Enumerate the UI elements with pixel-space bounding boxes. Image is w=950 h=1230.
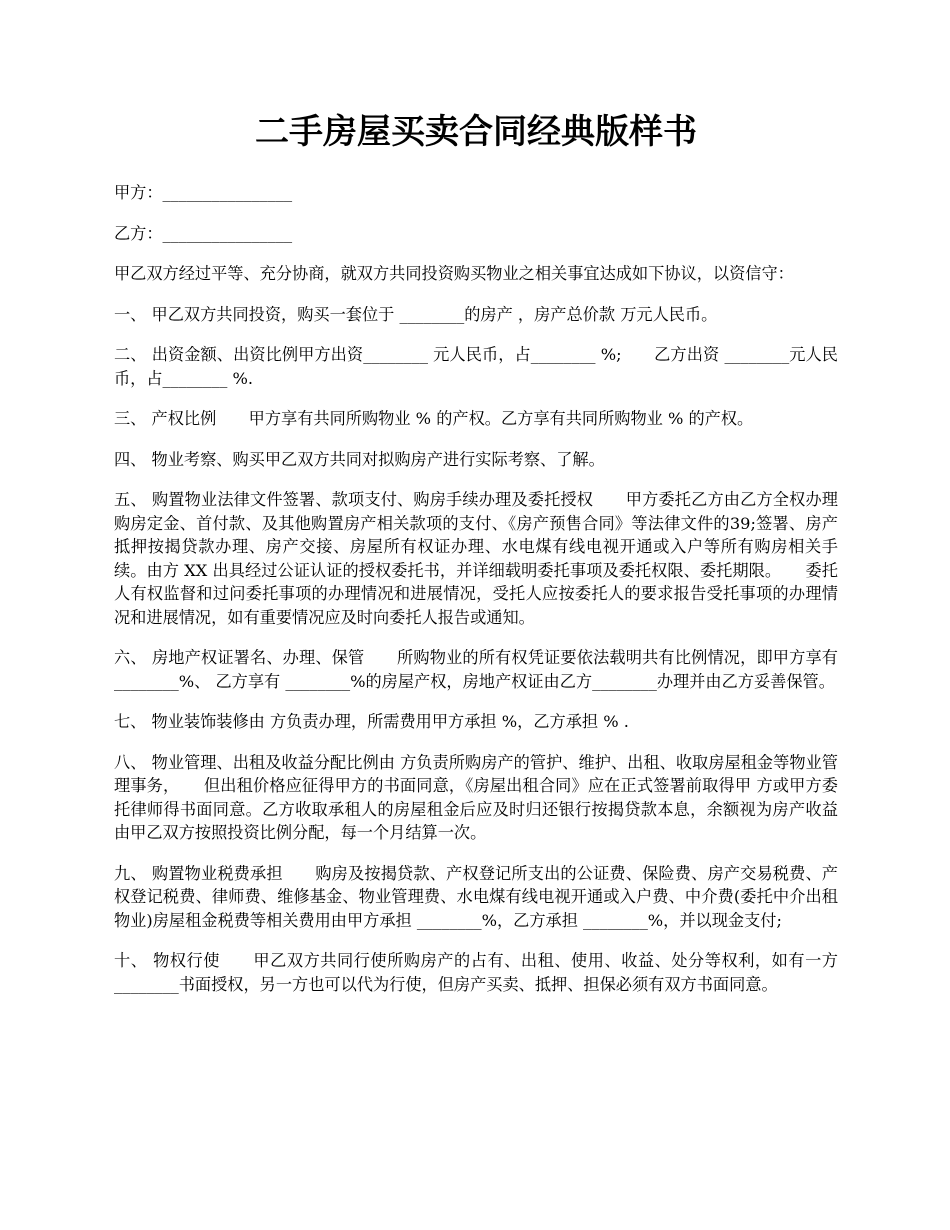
clause-7: 七、 物业装饰装修由 方负责办理，所需费用甲方承担 %，乙方承担 % . xyxy=(114,712,629,731)
clause-6: 六、 房地产权证署名、办理、保管 所购物业的所有权凭证要依法载明共有比例情况，即甲方享有 ________%、 乙方享有 ________%的房屋产权，房地产权证由乙方________办理并由乙方妥善保管。 xyxy=(114,648,838,691)
document-title: 二手房屋买卖合同经典版样书 xyxy=(255,112,697,152)
clause-9: 九、 购置物业税费承担 购房及按揭贷款、产权登记所支出的公证费、保险费、房产交易税费、产权登记税费、律师费、维修基金、物业管理费、水电煤有线电视开通或入户费、中介费(委托中介出租物业)房屋租金税费等相关费用由甲方承担 ________%，乙方承担 ________%，并以现金支付; xyxy=(114,863,838,930)
clause-8: 八、 物业管理、出租及收益分配比例由 方负责所购房产的管护、维护、出租、收取房屋租金等物业管理事务， 但出租价格应征得甲方的书面同意，《房屋出租合同》应在正式签署前取得甲 方或甲方委托律师得书面同意。乙方收取承租人的房屋租金后应及时归还银行按揭贷款本息，余额视为房产收益由甲乙双方按照投资比例分配，每一个月结算一次。 xyxy=(114,752,838,842)
party-b-line: 乙方：________________ xyxy=(114,223,293,243)
party-a-line: 甲方：________________ xyxy=(114,183,293,202)
clause-3: 三、 产权比例 甲方享有共同所购物业 % 的产权。乙方享有共同所购物业 % 的产权。 xyxy=(114,409,754,428)
clause-1: 一、 甲乙双方共同投资，购买一套位于 ________的房产 ，房产总价款 万元人民币。 xyxy=(114,304,718,324)
clause-5: 五、 购置物业法律文件签署、款项支付、购房手续办理及委托授权 甲方委托乙方由乙方全权办理购房定金、首付款、及其他购置房产相关款项的支付、《房产预售合同》等法律文件的39;签署、房产抵押按揭贷款办理、房产交接、房屋所有权证办理、水电煤有线电视开通或入户等所有购房相关手续。由方 XX 出具经过公证认证的授权委托书，并详细载明委托事项及委托权限、委托期限。 委托人有权监督和过问委托事项的办理情况和进展情况，受托人应按委托人的要求报告受托事项的办理情况和进展情况，如有重要情况应及时向委托人报告或通知。 xyxy=(114,490,838,627)
intro-paragraph: 甲乙双方经过平等、充分协商，就双方共同投资购买物业之相关事宜达成如下协议，以资信守： xyxy=(114,264,794,283)
clause-10: 十、 物权行使 甲乙双方共同行使所购房产的占有、出租、使用、收益、处分等权利，如有一方________书面授权，另一方也可以代为行使，但房产买卖、抵押、担保必须有双方书面同意。 xyxy=(114,951,838,994)
clause-4: 四、 物业考察、购买甲乙双方共同对拟购房产进行实际考察、了解。 xyxy=(114,449,605,469)
clause-2: 二、 出资金额、出资比例甲方出资________ 元人民币，占________ %; 乙方出资 ________元人民币，占________ %. xyxy=(114,345,838,388)
